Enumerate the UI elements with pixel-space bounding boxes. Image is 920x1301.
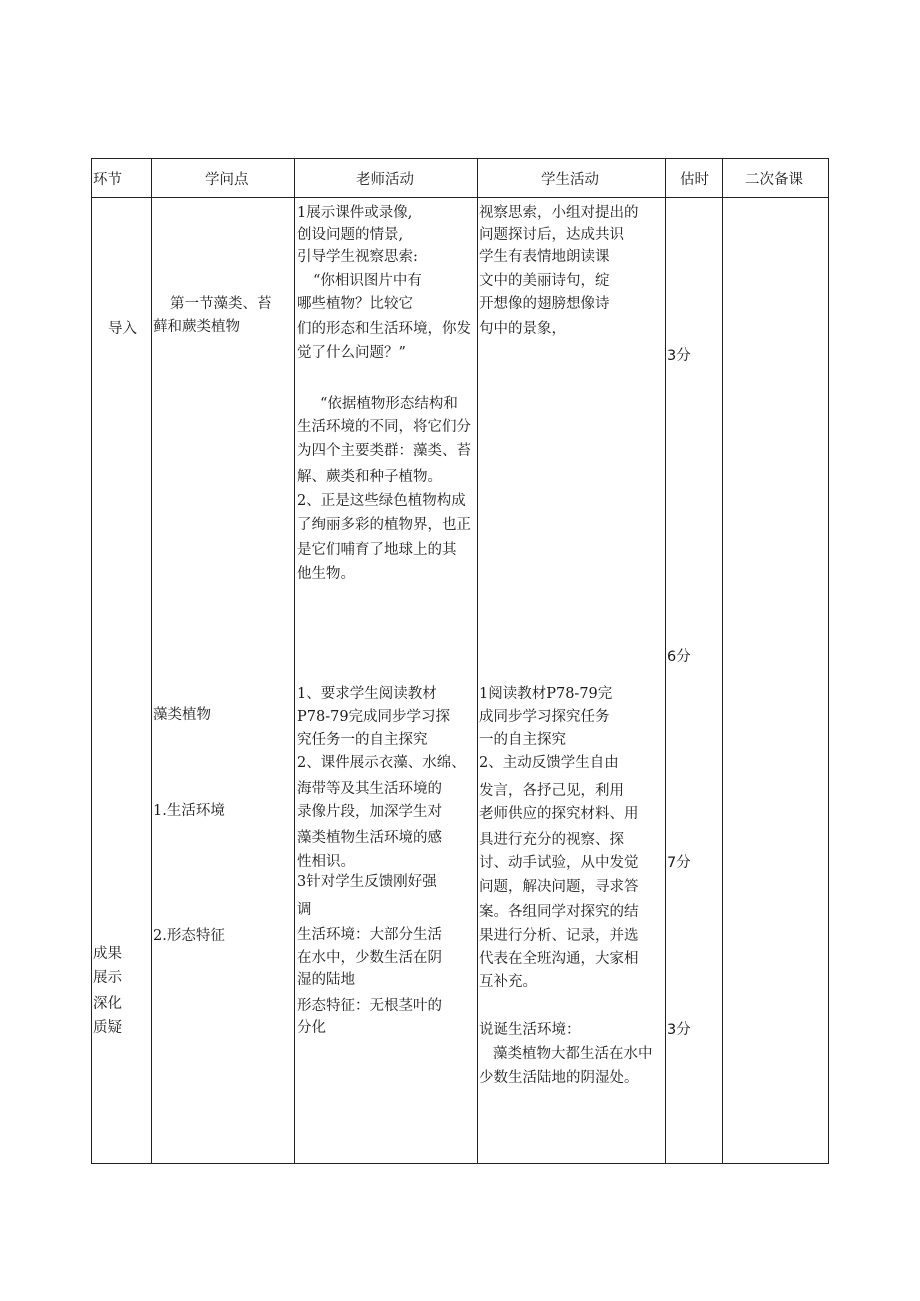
- teacher-line: 性相识。: [297, 854, 355, 870]
- teacher-line: 们的形态和生活环境，你发: [297, 321, 471, 337]
- column-divider: [722, 158, 723, 1164]
- teacher-line: 引导学生视察思索:: [297, 249, 418, 265]
- student-line: 代表在全班沟通，大家相: [479, 951, 639, 967]
- teacher-line: 藻类植物生活环境的感: [297, 830, 442, 846]
- teacher-line: 在水中，少数生活在阴: [297, 950, 442, 966]
- time-estimate: 7分: [667, 855, 691, 871]
- header-knowledge: 学问点: [205, 172, 249, 188]
- knowledge-line: 1.生活环境: [153, 803, 225, 819]
- student-line: 开想像的翅膀想像诗: [479, 296, 610, 312]
- header-student-activity: 学生活动: [541, 172, 599, 188]
- teacher-line: 1、要求学生阅读教材: [297, 686, 437, 702]
- time-estimate: 6分: [667, 649, 691, 665]
- header-estimated-time: 估时: [680, 172, 709, 188]
- stage-line: 展示: [93, 970, 122, 986]
- student-line: 少数生活陆地的阴湿处。: [479, 1070, 639, 1086]
- teacher-line: “依据植物形态结构和: [320, 396, 458, 412]
- teacher-line: 录像片段，加深学生对: [297, 804, 442, 820]
- knowledge-line: 第一节藻类、苔: [170, 296, 272, 312]
- table-border-left: [91, 158, 92, 1164]
- student-line: 文中的美丽诗句，绽: [479, 273, 610, 289]
- stage-intro: 导入: [108, 321, 137, 337]
- column-divider: [665, 158, 666, 1164]
- time-estimate: 3分: [667, 1022, 691, 1038]
- teacher-line: 了绚丽多彩的植物界，也正: [297, 517, 471, 533]
- teacher-line: 2、课件展示衣藻、水绵、: [297, 755, 466, 771]
- teacher-line: 他生物。: [297, 566, 355, 582]
- student-line: 一的自主探究: [479, 732, 566, 748]
- teacher-line: 海带等及其生活环境的: [297, 781, 442, 797]
- header-stage: 环节: [93, 172, 122, 188]
- header-row-divider: [91, 197, 829, 198]
- student-line: 案。各组同学对探究的结: [479, 904, 639, 920]
- student-line: 说诞生活环境：: [479, 1022, 581, 1038]
- time-estimate: 3分: [667, 348, 691, 364]
- teacher-line: 2、正是这些绿色植物构成: [297, 493, 466, 509]
- student-line: 发言，各抒己见，利用: [479, 783, 624, 799]
- student-line: 问题，解决问题，寻求答: [479, 879, 639, 895]
- student-line: 问题探讨后，达成共识: [479, 227, 624, 243]
- teacher-line: “你相识图片中有: [313, 273, 422, 289]
- column-divider: [477, 158, 478, 1164]
- teacher-line: 生活环境的不同，将它们分: [297, 419, 471, 435]
- teacher-line: 调: [297, 902, 312, 918]
- teacher-line: 觉了什么问题？”: [297, 345, 406, 361]
- student-line: 学生有表情地朗读课: [479, 249, 610, 265]
- teacher-line: 湿的陆地: [297, 972, 355, 988]
- teacher-line: 1展示课件或录像,: [297, 205, 413, 221]
- table-border-top: [91, 158, 829, 159]
- teacher-line: P78-79完成同步学习探: [297, 709, 451, 725]
- student-line: 句中的景象，: [479, 321, 566, 337]
- table-border-right: [828, 158, 829, 1164]
- teacher-line: 分化: [297, 1020, 326, 1036]
- student-line: 成同步学习探究任务: [479, 709, 610, 725]
- student-line: 藻类植物大都生活在水中: [493, 1046, 653, 1062]
- student-line: 老师供应的探究材料、用: [479, 806, 639, 822]
- table-border-bottom: [91, 1163, 829, 1164]
- student-line: 视察思索，小组对提出的: [479, 205, 639, 221]
- student-line: 1阅读教材P78-79完: [479, 686, 613, 702]
- knowledge-line: 2.形态特征: [153, 928, 225, 944]
- stage-line: 质疑: [93, 1020, 122, 1036]
- knowledge-line: 藓和蕨类植物: [153, 319, 240, 335]
- stage-line: 深化: [93, 996, 122, 1012]
- teacher-line: 创设问题的情景,: [297, 227, 404, 243]
- teacher-line: 形态特征：无根茎叶的: [297, 998, 442, 1014]
- student-line: 果进行分析、记录，并选: [479, 928, 639, 944]
- column-divider: [294, 158, 295, 1164]
- student-line: 2、主动反馈学生自由: [479, 755, 619, 771]
- knowledge-line: 藻类植物: [153, 707, 211, 723]
- student-line: 讨、动手试验，从中发觉: [479, 855, 639, 871]
- teacher-line: 是它们哺育了地球上的其: [297, 542, 457, 558]
- teacher-line: 3针对学生反馈刚好强: [297, 874, 437, 890]
- header-second-prep: 二次备课: [745, 172, 803, 188]
- header-teacher-activity: 老师活动: [356, 172, 414, 188]
- column-divider: [151, 158, 152, 1164]
- teacher-line: 生活环境：大部分生活: [297, 927, 442, 943]
- student-line: 具进行充分的视察、探: [479, 832, 624, 848]
- teacher-line: 为四个主要类群：藻类、苔: [297, 443, 471, 459]
- stage-line: 成果: [93, 946, 122, 962]
- teacher-line: 解、蕨类和种子植物。: [297, 469, 442, 485]
- student-line: 互补充。: [479, 974, 537, 990]
- teacher-line: 究任务一的自主探究: [297, 732, 428, 748]
- teacher-line: 哪些植物？比较它: [297, 296, 413, 312]
